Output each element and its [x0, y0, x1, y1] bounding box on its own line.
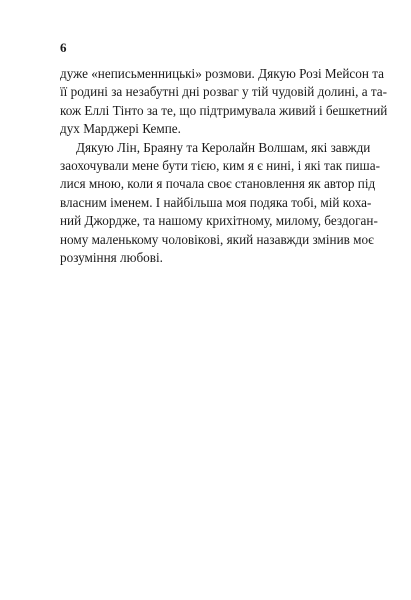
text-line: лися мною, коли я почала своє становлення як автор під — [60, 176, 376, 192]
page-number: 6 — [60, 40, 67, 55]
text-line: дуже «неписьменницькі» розмови. Дякую Розі Мейсон та — [60, 66, 384, 81]
text-line: її родині за незабутні дні розваг у тій чудовій долині, а та- — [60, 84, 388, 100]
paragraph — [60, 139, 380, 268]
text-line: розуміння любові. — [60, 249, 163, 265]
text-line: ний Джордже, та нашому крихітному, милому, бездоган- — [60, 213, 378, 229]
text-line: ному маленькому чоловікові, який назавжди змінив моє — [60, 231, 374, 247]
body-text — [60, 65, 388, 267]
text-line: Дякую Лін, Браяну та Керолайн Волшам, які завжди — [76, 139, 371, 155]
text-line: кож Еллі Тінто за те, що підтримувала живий і бешкетний — [60, 102, 388, 118]
text-line: дух Марджері Кемпе. — [60, 121, 181, 137]
paragraph — [60, 65, 388, 139]
text-line: заохочували мене бути тією, ким я є нині, і які так пиша- — [60, 157, 380, 173]
text-line: власним іменем. І найбільша моя подяка тобі, мій коха- — [60, 194, 372, 210]
